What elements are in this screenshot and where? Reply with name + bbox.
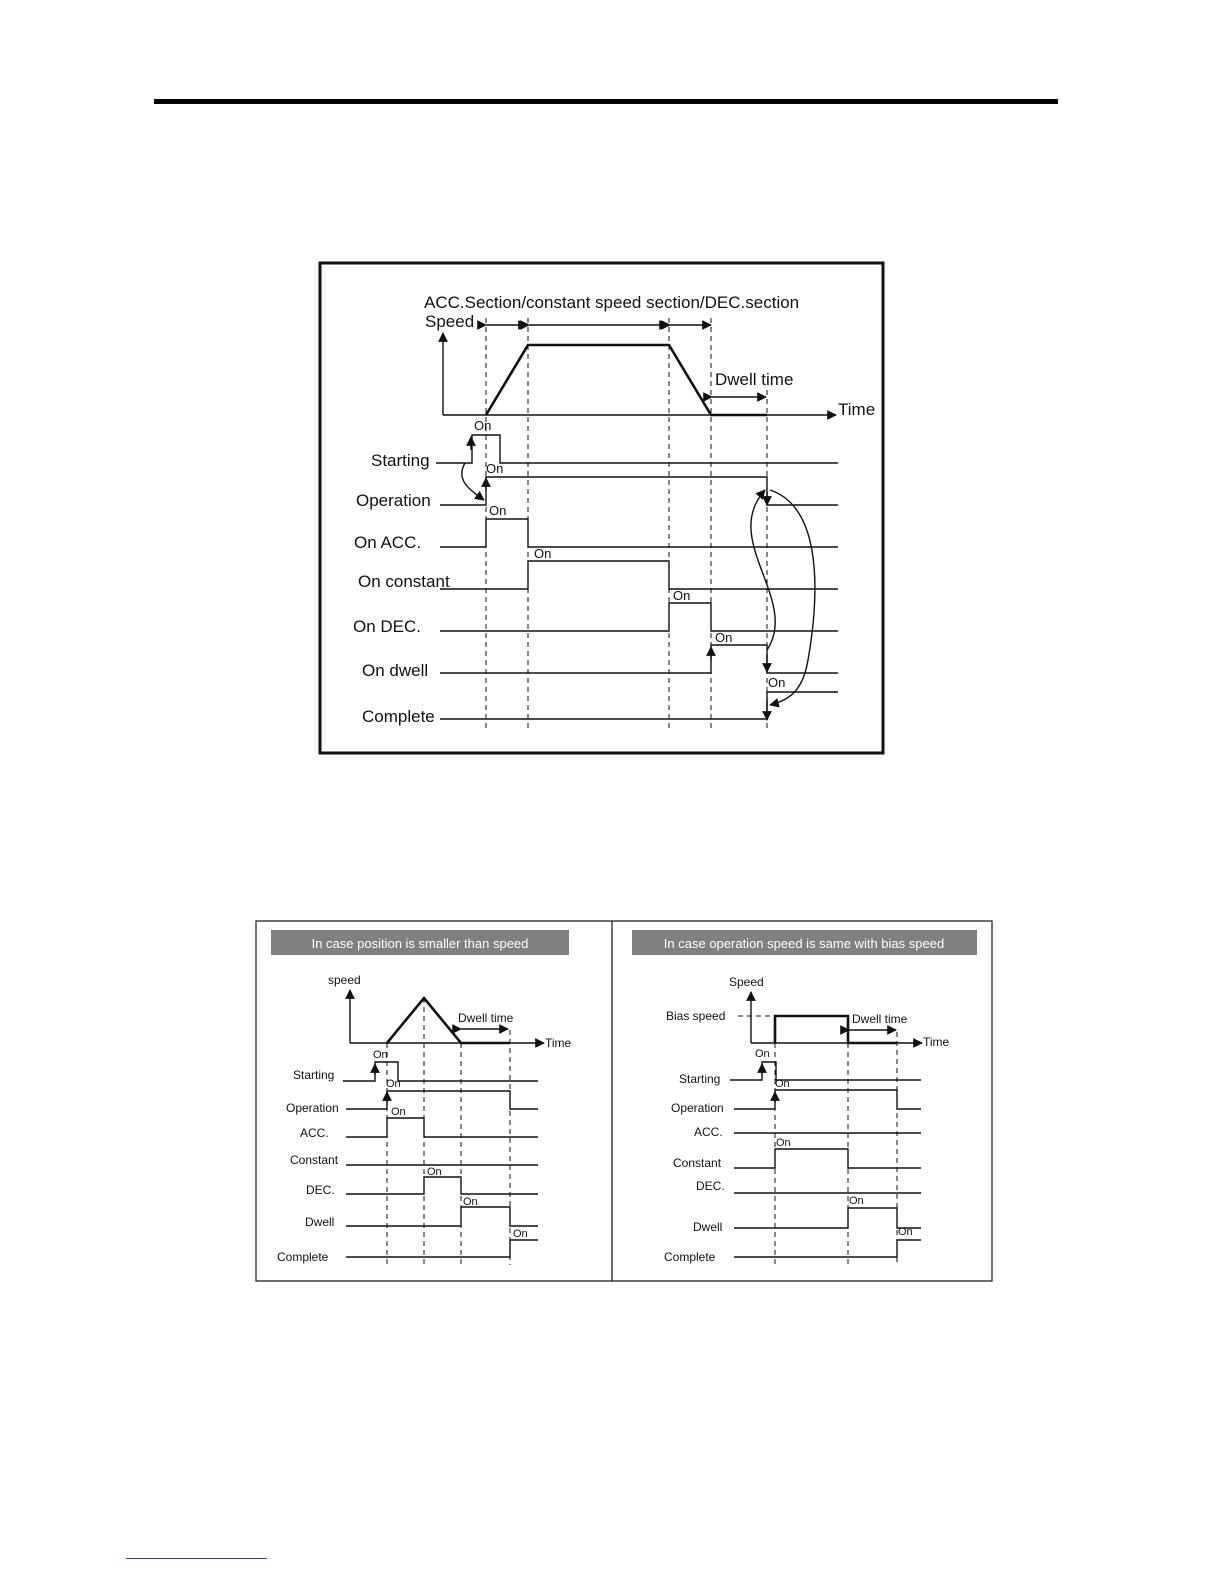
fig2-right-speed-label: Speed	[729, 975, 764, 989]
fig2-left-dwell-label: Dwell time	[458, 1011, 514, 1025]
fig2-right-panel	[632, 930, 977, 1265]
fig1-sig-starting: Starting	[371, 451, 430, 470]
fig2-right-sig-dwell: Dwell	[693, 1220, 723, 1234]
svg-text:On: On	[715, 630, 733, 645]
fig2-left-sig-complete: Complete	[277, 1250, 329, 1264]
fig1-wave-on-dwell	[440, 645, 838, 673]
fig1-speed-label: Speed	[425, 312, 475, 331]
figure2-frame	[256, 921, 992, 1281]
fig2-right-time-label: Time	[923, 1035, 950, 1049]
fig2-left-banner-text: In case position is smaller than speed	[311, 936, 529, 951]
fig2-right-sig-acc: ACC.	[694, 1125, 723, 1139]
fig1-sig-complete: Complete	[362, 707, 435, 726]
svg-text:On: On	[489, 503, 507, 518]
svg-text:On: On	[513, 1228, 528, 1240]
fig2-right-bias-label: Bias speed	[666, 1009, 726, 1023]
fig2-right-sig-constant: Constant	[673, 1156, 722, 1170]
fig2-left-sig-dwell: Dwell	[305, 1215, 335, 1229]
fig2-right-sig-starting: Starting	[679, 1072, 721, 1086]
fig2-left-time-label: Time	[545, 1036, 572, 1050]
fig1-wave-complete	[440, 692, 838, 719]
fig2-left-sig-acc: ACC.	[300, 1126, 329, 1140]
fig2-left-wave-operation	[346, 1091, 538, 1109]
fig1-sig-on-dwell: On dwell	[362, 661, 429, 680]
fig1-causal-arrows	[462, 437, 815, 720]
svg-text:On: On	[474, 418, 492, 433]
svg-text:On: On	[849, 1195, 864, 1207]
fig2-right-wave-operation	[734, 1090, 921, 1109]
fig2-right-sig-complete: Complete	[664, 1250, 716, 1264]
svg-text:On: On	[463, 1196, 478, 1208]
fig2-right-sig-operation: Operation	[671, 1101, 724, 1115]
fig2-left-sig-operation: Operation	[286, 1101, 339, 1115]
figure1	[320, 263, 883, 753]
fig1-sig-operation: Operation	[356, 491, 431, 510]
svg-text:On: On	[775, 1078, 790, 1090]
fig2-left-sig-constant: Constant	[290, 1153, 339, 1167]
fig1-sig-on-acc: On ACC.	[354, 533, 422, 552]
fig2-left-wave-dwell	[346, 1207, 538, 1226]
svg-text:On: On	[755, 1048, 770, 1060]
fig1-wave-on-acc	[440, 519, 838, 547]
svg-text:On: On	[898, 1226, 913, 1238]
fig2-right-wave-dwell	[734, 1208, 921, 1228]
fig1-time-label: Time	[838, 400, 876, 419]
fig1-dwell-label: Dwell time	[715, 370, 794, 389]
fig1-sig-on-dec: On DEC.	[353, 617, 422, 636]
fig2-left-wave-complete	[346, 1240, 538, 1257]
svg-text:On: On	[373, 1049, 388, 1061]
fig1-wave-starting	[436, 435, 838, 463]
fig2-left-on-labels	[373, 1049, 528, 1240]
fig2-right-on-labels	[755, 1048, 913, 1238]
fig1-on-labels	[474, 418, 785, 690]
fig2-left-sig-dec: DEC.	[306, 1183, 335, 1197]
fig2-left-wave-acc	[346, 1118, 538, 1137]
fig1-wave-on-dec	[440, 603, 838, 631]
fig1-wave-operation	[440, 477, 838, 505]
fig2-left-sig-starting: Starting	[293, 1068, 335, 1082]
fig2-left-wave-starting	[343, 1062, 538, 1081]
svg-text:On: On	[768, 675, 786, 690]
svg-text:On: On	[486, 461, 504, 476]
figure2	[256, 921, 992, 1281]
fig2-right-wave-constant	[734, 1149, 921, 1168]
fig2-right-wave-starting	[730, 1062, 921, 1080]
fig1-wave-on-constant	[440, 561, 838, 589]
svg-text:On: On	[427, 1166, 442, 1178]
svg-text:On: On	[534, 546, 552, 561]
fig2-left-speed-label: speed	[328, 973, 361, 987]
fig1-sig-on-constant: On constant	[358, 572, 450, 591]
fig2-left-panel	[271, 930, 572, 1265]
svg-text:On: On	[386, 1078, 401, 1090]
fig2-left-wave-dec	[346, 1177, 538, 1194]
fig2-right-dwell-label: Dwell time	[852, 1012, 908, 1026]
svg-text:On: On	[673, 588, 691, 603]
fig2-right-banner-text: In case operation speed is same with bias speed	[663, 936, 945, 951]
svg-text:On: On	[776, 1137, 791, 1149]
fig1-title: ACC.Section/constant speed section/DEC.section	[424, 293, 800, 312]
svg-text:On: On	[391, 1106, 406, 1118]
fig2-right-sig-dec: DEC.	[696, 1179, 725, 1193]
footer-rule	[126, 1558, 267, 1559]
fig2-right-wave-complete	[734, 1240, 921, 1257]
